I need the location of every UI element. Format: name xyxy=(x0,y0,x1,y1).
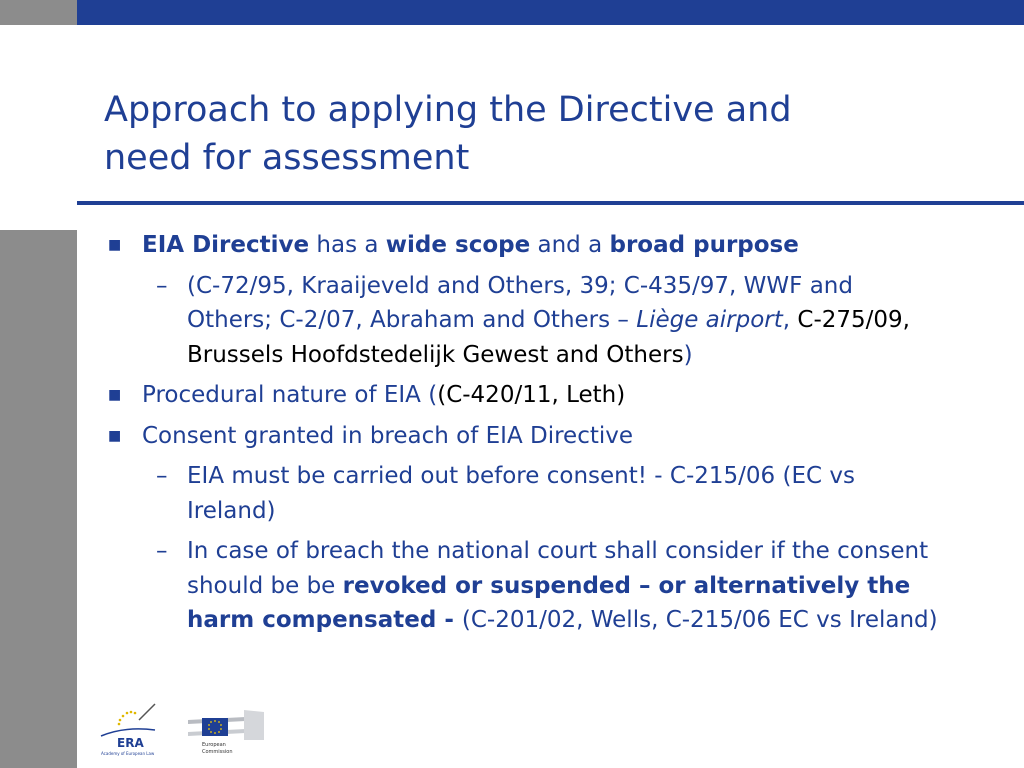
square-bullet-icon: ■ xyxy=(108,237,122,253)
top-blue-bar xyxy=(77,0,1024,25)
ec-logo-graphic xyxy=(188,706,264,758)
slide-content xyxy=(104,228,944,644)
text-national-court: In case of breach the national court shall consider if the consent should be be xyxy=(187,538,929,599)
era-logo xyxy=(95,702,175,760)
dash-bullet-icon: – xyxy=(156,538,168,564)
era-logo-subtitle: Academy of European Law xyxy=(101,751,155,756)
ec-logo-text-line1: European xyxy=(202,742,226,748)
text-eia-directive: EIA Directive xyxy=(142,232,310,258)
sub-bullet-national-court xyxy=(104,534,944,638)
dash-bullet-icon: – xyxy=(156,463,168,489)
text-procedural: Procedural nature of EIA ( xyxy=(142,382,438,408)
ec-logo-text-line2: Commission xyxy=(202,749,233,755)
title-line-2: need for assessment xyxy=(104,138,470,178)
text-close-paren: ) xyxy=(683,341,693,368)
text-wells-case: (C-201/02, Wells, C-215/06 EC vs Ireland) xyxy=(461,607,938,633)
text-comma: , xyxy=(782,307,798,333)
bullet-eia-scope xyxy=(104,228,944,263)
text-consent-breach: Consent granted in breach of EIA Directive xyxy=(142,422,634,449)
title-divider xyxy=(77,201,1024,205)
text-broad-purpose: broad purpose xyxy=(609,232,799,258)
text-before-consent: EIA must be carried out before consent! - C-215/06 (EC vs Ireland) xyxy=(187,463,855,524)
european-commission-logo xyxy=(188,706,264,758)
bullet-consent-breach xyxy=(104,419,944,454)
era-logo-text: ERA xyxy=(117,736,144,750)
square-bullet-icon: ■ xyxy=(108,427,122,444)
sub-bullet-before-consent xyxy=(104,459,944,528)
top-grey-bar xyxy=(0,0,77,25)
sub-bullet-case-list xyxy=(104,269,944,373)
title-line-1: Approach to applying the Directive and xyxy=(104,90,792,130)
text-brussels-case: C-275/09, Brussels Hoofdstedelijk Gewest and Others xyxy=(187,307,910,368)
text-case-refs: (C-72/95, Kraaijeveld and Others, 39; C-435/97, WWF and Others; C-2/07, Abraham and Others – xyxy=(187,272,853,333)
slide-title xyxy=(104,86,924,182)
dash-bullet-icon: – xyxy=(156,272,168,299)
text-wide-scope: wide scope xyxy=(385,232,531,258)
text-and-a: and a xyxy=(530,232,610,258)
text-leth-case: (C-420/11, Leth) xyxy=(437,382,626,408)
bullet-procedural-nature xyxy=(104,378,944,413)
text-has-a: has a xyxy=(309,232,386,258)
square-bullet-icon: ■ xyxy=(108,387,122,403)
era-logo-graphic xyxy=(95,702,175,760)
text-revoked-suspended: revoked or suspended – or alternatively the harm compensated - xyxy=(187,572,911,633)
left-grey-bar xyxy=(0,230,77,768)
text-liege-airport: Liège airport xyxy=(636,307,783,333)
